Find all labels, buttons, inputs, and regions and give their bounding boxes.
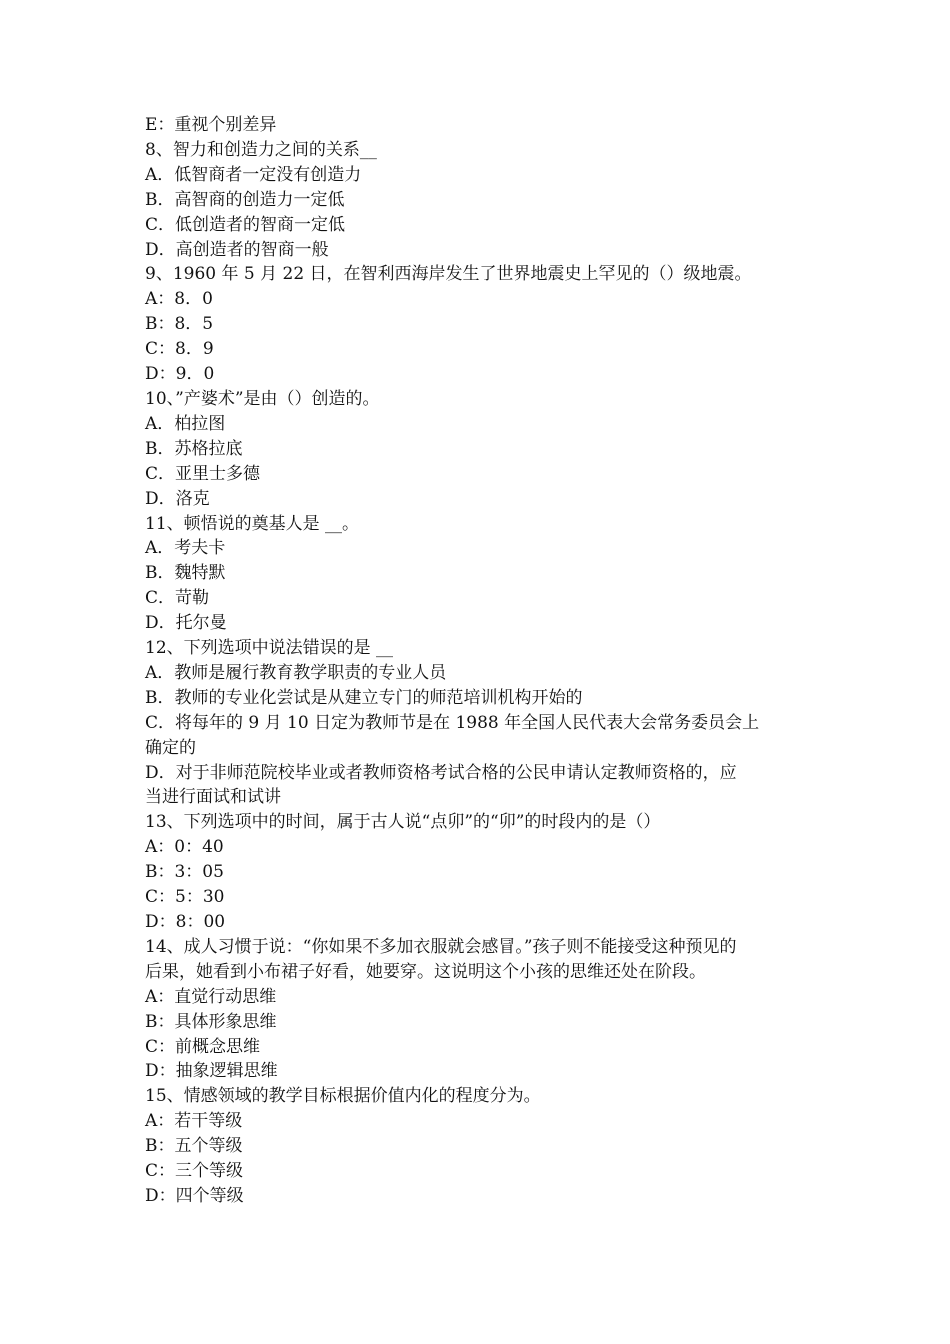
- option-a: A：0：40: [145, 837, 224, 858]
- option-d: D．对于非师范院校毕业或者教师资格考试合格的公民申请认定教师资格的，应: [145, 762, 737, 783]
- option-d: D：8：00: [145, 912, 226, 932]
- option-b: B．魏特默: [145, 563, 226, 584]
- option-c: C：8．9: [145, 339, 214, 360]
- option-b: B．高智商的创造力一定低: [145, 189, 345, 210]
- question-10: 10、”产婆术”是由（）创造的。: [145, 388, 380, 409]
- option-b: B：3：05: [145, 862, 224, 883]
- option-c: C：5：30: [145, 887, 225, 908]
- option-b: B．苏格拉底: [145, 438, 243, 459]
- option-a: A：直觉行动思维: [145, 986, 277, 1007]
- question-14-continued: 后果，她看到小布裙子好看，她要穿。这说明这个小孩的思维还处在阶段。: [145, 961, 706, 982]
- option-d: D：9．0: [145, 364, 215, 385]
- option-e: E：重视个别差异: [145, 115, 277, 135]
- option-b: B：8．5: [145, 314, 214, 335]
- option-a: A．低智商者一定没有创造力: [145, 164, 362, 185]
- option-a: A．考夫卡: [145, 538, 226, 559]
- option-c: C：前概念思维: [145, 1036, 261, 1057]
- option-d: D．高创造者的智商一般: [145, 239, 329, 260]
- question-12: 12、下列选项中说法错误的是 __: [145, 638, 394, 659]
- question-13: 13、下列选项中的时间，属于古人说“点卯”的“卯”的时段内的是（）: [145, 812, 661, 833]
- option-c: C：三个等级: [145, 1161, 244, 1182]
- option-c: C．低创造者的智商一定低: [145, 214, 346, 235]
- option-b: B：具体形象思维: [145, 1011, 277, 1032]
- option-a: A．教师是履行教育教学职责的专业人员: [145, 662, 447, 683]
- question-11: 11、顿悟说的奠基人是 __。: [145, 513, 360, 534]
- option-a: A：若干等级: [145, 1111, 243, 1132]
- option-d: D．托尔曼: [145, 613, 227, 634]
- option-b: B：五个等级: [145, 1136, 243, 1157]
- option-c-continued: 确定的: [145, 737, 196, 758]
- option-a: A．柏拉图: [145, 413, 226, 434]
- option-b: B．教师的专业化尝试是从建立专门的师范培训机构开始的: [145, 687, 583, 708]
- option-c: C．亚里士多德: [145, 463, 261, 484]
- document-page: [145, 113, 815, 1209]
- option-d: D：抽象逻辑思维: [145, 1061, 278, 1082]
- option-d: D．洛克: [145, 488, 210, 509]
- question-15: 15、情感领域的教学目标根据价值内化的程度分为。: [145, 1086, 541, 1107]
- option-d-continued: 当进行面试和试讲: [145, 787, 281, 808]
- option-a: A：8．0: [145, 289, 213, 310]
- question-9: 9、1960 年 5 月 22 日，在智利西海岸发生了世界地震史上罕见的（）级地震。: [145, 264, 752, 285]
- question-8: 8、智力和创造力之间的关系__: [145, 139, 377, 160]
- question-14: 14、成人习惯于说：“你如果不多加衣服就会感冒。”孩子则不能接受这种预见的: [145, 936, 737, 957]
- option-d: D：四个等级: [145, 1185, 244, 1206]
- option-c: C．将每年的 9 月 10 日定为教师节是在 1988 年全国人民代表大会常务委员会上: [145, 712, 760, 733]
- option-c: C．苛勒: [145, 588, 210, 609]
